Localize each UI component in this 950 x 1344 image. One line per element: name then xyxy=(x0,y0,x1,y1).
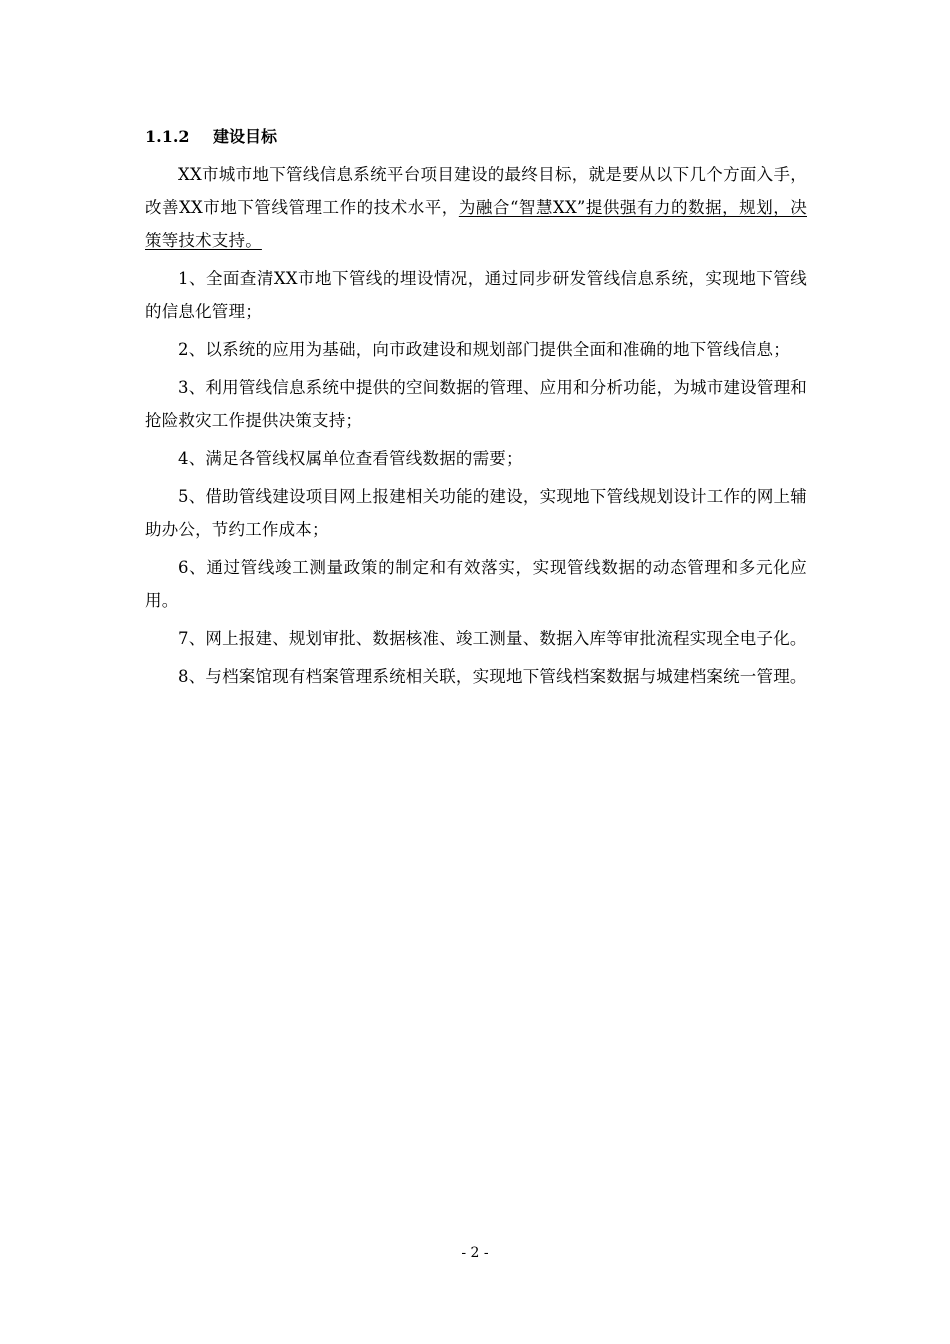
section-number: 1.1.2 xyxy=(145,127,190,146)
list-item: 7、网上报建、规划审批、数据核准、竣工测量、数据入库等审批流程实现全电子化。 xyxy=(178,629,807,648)
page-content xyxy=(145,122,807,698)
list-item: 8、与档案馆现有档案管理系统相关联，实现地下管线档案数据与城建档案统一管理。 xyxy=(178,667,807,686)
list-item: 1、全面查清XX市地下管线的埋设情况，通过同步研发管线信息系统，实现地下管线的信息化管理； xyxy=(145,269,807,321)
page-number: - 2 - xyxy=(461,1245,489,1261)
list-item: 5、借助管线建设项目网上报建相关功能的建设，实现地下管线规划设计工作的网上辅助办公，节约工作成本； xyxy=(145,487,807,539)
intro-text: XX市城市地下管线信息系统平台项目建设的最终目标，就是要从以下几个方面入手，改善XX市地下管线管理工作的技术水平， xyxy=(145,165,807,217)
section-title: 建设目标 xyxy=(213,127,278,146)
section-heading xyxy=(145,122,807,152)
list-item: 2、以系统的应用为基础，向市政建设和规划部门提供全面和准确的地下管线信息； xyxy=(178,340,790,359)
intro-underlined-text: 为融合“智慧XX”提供强有力的数据，规划，决策等技术支持。 xyxy=(145,198,807,250)
list-item: 4、满足各管线权属单位查看管线数据的需要； xyxy=(178,449,523,468)
intro-paragraph xyxy=(145,158,807,257)
list-item: 6、通过管线竣工测量政策的制定和有效落实，实现管线数据的动态管理和多元化应用。 xyxy=(145,558,807,610)
list-item: 3、利用管线信息系统中提供的空间数据的管理、应用和分析功能，为城市建设管理和抢险救灾工作提供决策支持； xyxy=(145,378,807,430)
